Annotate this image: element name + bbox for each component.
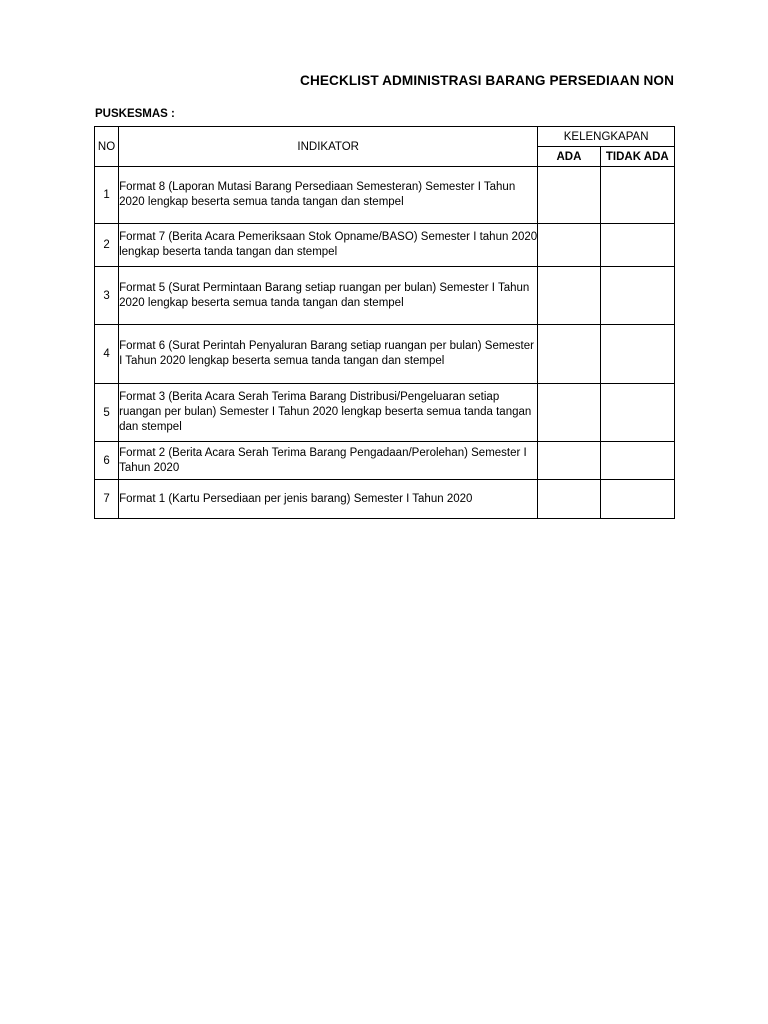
header-kelengkapan: KELENGKAPAN <box>538 127 675 147</box>
row-number: 2 <box>95 224 119 267</box>
table-row <box>95 384 675 442</box>
row-number: 4 <box>95 325 119 384</box>
ada-checkbox-cell[interactable] <box>538 480 600 519</box>
tidak-ada-checkbox-cell[interactable] <box>600 384 674 442</box>
row-indikator: Format 6 (Surat Perintah Penyaluran Barang setiap ruangan per bulan) Semester I Tahun 2020 lengkap beserta semua tanda tangan dan stempel <box>119 325 538 384</box>
row-indikator: Format 1 (Kartu Persediaan per jenis barang) Semester I Tahun 2020 <box>119 480 538 519</box>
row-indikator: Format 8 (Laporan Mutasi Barang Persediaan Semesteran) Semester I Tahun 2020 lengkap beserta semua tanda tangan dan stempel <box>119 167 538 224</box>
tidak-ada-checkbox-cell[interactable] <box>600 325 674 384</box>
table-row <box>95 267 675 325</box>
row-number: 3 <box>95 267 119 325</box>
row-number: 1 <box>95 167 119 224</box>
header-ada: ADA <box>538 147 600 167</box>
table-row <box>95 442 675 480</box>
row-number: 5 <box>95 384 119 442</box>
tidak-ada-checkbox-cell[interactable] <box>600 480 674 519</box>
ada-checkbox-cell[interactable] <box>538 442 600 480</box>
tidak-ada-checkbox-cell[interactable] <box>600 167 674 224</box>
tidak-ada-checkbox-cell[interactable] <box>600 267 674 325</box>
document-title-container <box>94 72 674 90</box>
row-indikator: Format 5 (Surat Permintaan Barang setiap ruangan per bulan) Semester I Tahun 2020 lengkap beserta semua tanda tangan dan stempel <box>119 267 538 325</box>
table-row <box>95 480 675 519</box>
header-indikator: INDIKATOR <box>119 127 538 167</box>
row-number: 6 <box>95 442 119 480</box>
document-title: CHECKLIST ADMINISTRASI BARANG PERSEDIAAN NON <box>300 73 674 88</box>
ada-checkbox-cell[interactable] <box>538 224 600 267</box>
ada-checkbox-cell[interactable] <box>538 267 600 325</box>
header-no: NO <box>95 127 119 167</box>
table-row <box>95 167 675 224</box>
tidak-ada-checkbox-cell[interactable] <box>600 442 674 480</box>
row-indikator: Format 2 (Berita Acara Serah Terima Barang Pengadaan/Perolehan) Semester I Tahun 2020 <box>119 442 538 480</box>
tidak-ada-checkbox-cell[interactable] <box>600 224 674 267</box>
row-indikator: Format 7 (Berita Acara Pemeriksaan Stok Opname/BASO) Semester I tahun 2020 lengkap beserta tanda tangan dan stempel <box>119 224 538 267</box>
ada-checkbox-cell[interactable] <box>538 325 600 384</box>
table-row <box>95 224 675 267</box>
row-number: 7 <box>95 480 119 519</box>
checklist-table <box>94 126 675 519</box>
puskesmas-label: PUSKESMAS : <box>95 108 175 120</box>
ada-checkbox-cell[interactable] <box>538 384 600 442</box>
header-tidak-ada: TIDAK ADA <box>600 147 674 167</box>
table-row <box>95 325 675 384</box>
row-indikator: Format 3 (Berita Acara Serah Terima Barang Distribusi/Pengeluaran setiap ruangan per bulan) Semester I Tahun 2020 lengkap beserta semua tanda tangan dan stempel <box>119 384 538 442</box>
ada-checkbox-cell[interactable] <box>538 167 600 224</box>
